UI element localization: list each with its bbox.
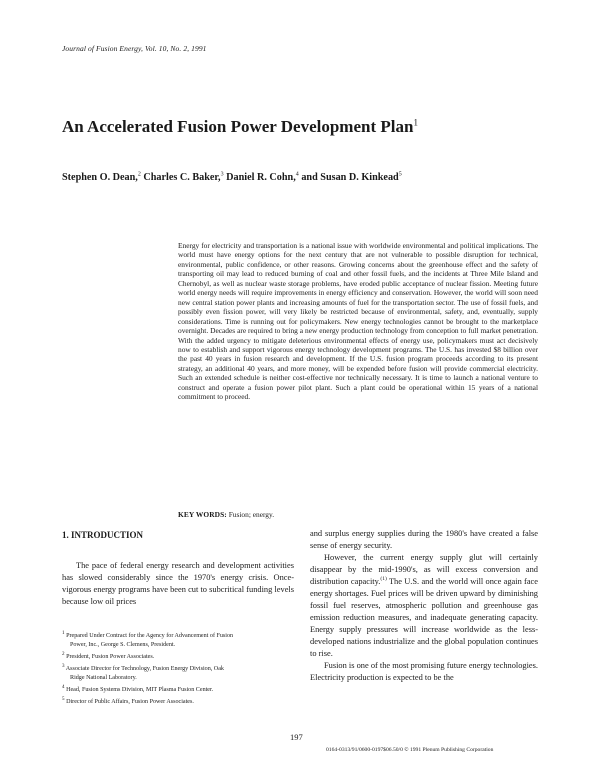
footnote-mark: 4 xyxy=(62,684,65,691)
author-name: Charles C. Baker, xyxy=(140,172,221,183)
author-list xyxy=(62,172,402,183)
right-paragraph-1: and surplus energy supplies during the 1980's have created a false sense of energy security. xyxy=(310,529,538,550)
footnote-mark: 3 xyxy=(62,663,65,670)
footnote xyxy=(62,629,294,650)
paragraph-text: The U.S. and the world will once again face energy shortages. Fuel prices will be driven upward by diminishing fossil fuel reserves, atmospheric pollution and greenhouse gas emission reduction measures, and inadequate generating capacity. Energy supply pressures will increase worldwide as the less-developed nations industrialize and the global population continues to rise. xyxy=(310,577,538,658)
footnote-text: President, Fusion Power Associates. xyxy=(64,654,155,661)
footnote-mark: 1 xyxy=(62,630,65,636)
author-footnote-mark: 4 xyxy=(295,171,299,178)
title-footnote-mark: 1 xyxy=(413,117,418,128)
copyright-line: 0164-0313/91/0600-0197$06.50/0 © 1991 Plenum Publishing Corporation xyxy=(326,747,494,753)
footnote xyxy=(62,650,294,662)
abstract: Energy for electricity and transportation is a national issue with worldwide environmental and political implications. The world must have energy options for the next century that are not vulnerable to possible disruption for technical, environmental, public confidence, or other reasons. Growing concerns about the greenhouse effect and the safety of transporting oil may lead to reduced burning of coal and other fossil fuels, and the incidents at Three Mile Island and Chernobyl, as well as nuclear waste storage problems, have eroded public acceptance of nuclear fission. Meeting future world energy needs will require improvements in energy efficiency and conservation. However, the world will soon need new central station power plants and increasing amounts of fuel for the transportation sector. The use of fossil fuels, and possibly even fission power, will very likely be restricted because of environmental, safety, and, eventually, supply considerations. Time is running out for policymakers. New energy technologies cannot be brought to the marketplace overnight. Decades are required to bring a new energy production technology from conception to full market penetration. With the added urgency to mitigate deleterious environmental effects of energy use, policymakers must act decisively now to establish and support vigorous energy technology development programs. The U.S. has invested $8 billion over the past 40 years in fusion research and development. If the U.S. fusion program proceeds according to its present strategy, an additional 40 years, and more money, will be expended before fusion will provide commercial electricity. Such an extended schedule is neither cost-effective nor technically necessary. It is time to launch a national venture to construct and operate a fusion power pilot plant. Such a plant could be operational within 15 years of a national commitment to proceed. xyxy=(178,241,538,402)
keywords-value: Fusion; energy. xyxy=(226,510,275,519)
footnote-text: Head, Fusion Systems Division, MIT Plasma Fusion Center. xyxy=(64,687,214,694)
footnote-text-cont: Power, Inc., George S. Clemens, President. xyxy=(70,642,176,649)
right-paragraph-3: Fusion is one of the most promising future energy technologies. Electricity production is expected to be the xyxy=(310,661,538,682)
footnote xyxy=(62,662,294,683)
author-footnote-mark: 2 xyxy=(137,171,141,178)
footnote-text: Prepared Under Contract for the Agency for Advancement of Fusion xyxy=(64,633,234,640)
paper-title xyxy=(62,117,418,137)
footnote-mark: 5 xyxy=(62,696,65,703)
paragraph-text: However, the current energy supply glut will certainly disappear by the mid-1990's, as will excess conversion and distribution capacity. xyxy=(310,553,538,586)
author-name: Stephen O. Dean, xyxy=(62,172,138,183)
author-footnote-mark: 5 xyxy=(398,171,402,178)
section-heading: 1. INTRODUCTION xyxy=(62,530,144,540)
footnote xyxy=(62,683,294,695)
footnote-text: Director of Public Affairs, Fusion Power Associates. xyxy=(64,699,194,706)
journal-citation: Journal of Fusion Energy, Vol. 10, No. 2, 1991 xyxy=(62,44,207,53)
author-name: Daniel R. Cohn, xyxy=(223,172,296,183)
right-column xyxy=(310,528,538,684)
reference-mark: (1) xyxy=(380,576,387,583)
paper-title-text: An Accelerated Fusion Power Development Plan xyxy=(62,117,414,136)
footnote-mark: 2 xyxy=(62,651,65,658)
author-name: and Susan D. Kinkead xyxy=(298,172,399,183)
keywords-label: KEY WORDS: xyxy=(178,510,227,519)
author-footnote-mark: 3 xyxy=(220,171,224,178)
right-paragraph-2 xyxy=(310,552,538,660)
footnote-text: Associate Director for Technology, Fusion Energy Division, Oak xyxy=(64,666,224,673)
keywords xyxy=(178,510,274,519)
intro-paragraph-left: The pace of federal energy research and development activities has slowed considerably since the 1970's energy crisis. Once-vigorous energy programs have been cut to subcritical funding levels because low oil prices xyxy=(62,561,294,606)
footnotes xyxy=(62,629,294,707)
footnote xyxy=(62,695,294,707)
page-number: 197 xyxy=(290,732,303,742)
footnote-text-cont: Ridge National Laboratory. xyxy=(70,675,137,682)
